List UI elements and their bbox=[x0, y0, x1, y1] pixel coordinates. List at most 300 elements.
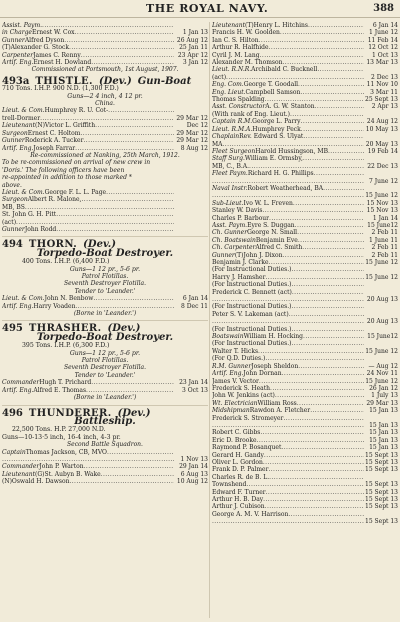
seniority-date bbox=[364, 415, 398, 422]
leader-dots bbox=[302, 244, 364, 251]
rank-label: Commander bbox=[2, 379, 40, 387]
officer-row bbox=[2, 52, 208, 59]
seniority-date: 15 June12 bbox=[367, 221, 398, 229]
leader-dots bbox=[212, 192, 364, 199]
officer-row bbox=[2, 303, 208, 310]
leader-dots bbox=[270, 385, 364, 392]
officer-name: John W. Jenkins (act) bbox=[212, 392, 275, 400]
leader-dots bbox=[275, 392, 364, 399]
leader-dots bbox=[226, 74, 364, 81]
leader-dots bbox=[291, 303, 364, 310]
officer-name: (For Instructional Duties.) bbox=[212, 303, 292, 311]
officer-name: Alfred Dyson bbox=[24, 36, 65, 44]
rank-label: Chaplain bbox=[212, 133, 240, 141]
officer-row bbox=[212, 96, 398, 103]
officer-row bbox=[2, 478, 208, 485]
seniority-date: 11 Nov 10 bbox=[366, 81, 398, 89]
officer-name: Gerard H. Gandy bbox=[212, 451, 264, 459]
leader-dots bbox=[108, 107, 174, 114]
commission-note: Commissioned at Portsmouth, 1st August, 1907. bbox=[31, 66, 179, 74]
officer-name: Townshend bbox=[212, 481, 247, 489]
officer-row bbox=[2, 145, 208, 152]
leader-dots bbox=[269, 259, 364, 266]
officer-list bbox=[2, 379, 208, 394]
officer-row bbox=[212, 459, 398, 466]
note: re-appointed in addition to those marked * bbox=[2, 174, 132, 182]
officer-row bbox=[212, 400, 398, 407]
column-divider bbox=[209, 22, 210, 618]
officer-row bbox=[212, 274, 398, 281]
officer-row bbox=[2, 115, 208, 122]
seniority-date: 1 June 12 bbox=[369, 29, 398, 37]
leader-dots bbox=[95, 122, 174, 129]
officer-name: (For Q.D. Duties.) bbox=[212, 355, 266, 363]
leader-dots bbox=[283, 415, 364, 422]
seniority-date: 26 Jan 12 bbox=[369, 384, 398, 392]
officer-name: Benjamin J. Clarke bbox=[212, 259, 269, 266]
leader-dots bbox=[258, 348, 364, 355]
officer-row bbox=[212, 126, 398, 133]
leader-dots bbox=[303, 155, 364, 162]
leader-dots bbox=[2, 456, 174, 463]
officer-name: Frederick S. Heath bbox=[212, 384, 271, 392]
leader-dots bbox=[75, 145, 174, 152]
ship-specs: 710 Tons. I.H.P. 900 N.D. (1,300 F.D.) bbox=[2, 85, 119, 93]
officer-row bbox=[212, 370, 398, 377]
officer-row bbox=[212, 281, 398, 288]
leader-dots bbox=[288, 511, 364, 518]
seniority-date bbox=[174, 219, 208, 226]
leader-dots bbox=[308, 22, 364, 29]
officer-row bbox=[212, 237, 398, 244]
rank-label: Wt. Electrician bbox=[212, 399, 258, 407]
rank-label: Lieutenant bbox=[2, 122, 35, 130]
officer-name: (T)John J. Dixon bbox=[234, 251, 283, 259]
seniority-date: 13 Mar 13 bbox=[366, 59, 398, 67]
ship-guns: Guns—1 12 pr., 5-6 pr. bbox=[69, 265, 141, 273]
officer-row bbox=[212, 444, 398, 451]
ship-number: 495 bbox=[2, 323, 23, 335]
ship-tender: Tender to 'Leander.' bbox=[74, 287, 136, 295]
officer-name: Cyril J. M. Lang bbox=[212, 51, 260, 59]
officer-name: John P. Warton bbox=[39, 463, 84, 471]
seniority-date: 15 June 12 bbox=[365, 192, 398, 200]
officer-row bbox=[212, 296, 398, 303]
officer-row bbox=[212, 37, 398, 44]
ship-entry-thrasher bbox=[2, 325, 208, 401]
seniority-date: 26 Aug 12 bbox=[176, 36, 208, 44]
officer-row bbox=[212, 207, 398, 214]
officer-name: (act) bbox=[2, 218, 17, 226]
officer-name: Humphrey R. U. Cot- bbox=[44, 107, 109, 115]
seniority-date: 1 June 11 bbox=[369, 236, 398, 244]
officer-row bbox=[212, 326, 398, 333]
leader-dots bbox=[56, 226, 174, 233]
seniority-date: 6 Aug 13 bbox=[180, 470, 208, 478]
leader-dots bbox=[268, 466, 364, 473]
leader-dots bbox=[295, 222, 364, 229]
divider bbox=[2, 236, 208, 237]
rank-label: Boatswain bbox=[212, 333, 244, 341]
officer-row bbox=[212, 192, 398, 199]
officer-name: Oliver L. Gordon bbox=[212, 458, 263, 466]
rank-label: Assist. Paym. bbox=[2, 22, 43, 29]
officer-name: Robert Weatherhead, BA bbox=[247, 184, 324, 192]
seniority-date: 1 Jan 13 bbox=[182, 29, 208, 37]
rank-label: Captain bbox=[2, 448, 26, 456]
officer-name: (For Instructional Duties.) bbox=[212, 325, 292, 333]
officer-name: George T. Goodall bbox=[243, 81, 299, 89]
seniority-date: 1 Nov 13 bbox=[180, 455, 208, 463]
officer-row bbox=[212, 44, 398, 51]
rank-label: Lieutenant bbox=[2, 470, 35, 478]
officer-list bbox=[2, 107, 208, 151]
officer-row bbox=[212, 392, 398, 399]
seniority-date bbox=[364, 289, 398, 296]
seniority-date bbox=[364, 326, 398, 333]
officer-row bbox=[2, 456, 208, 463]
officer-row bbox=[212, 355, 398, 362]
officer-row bbox=[2, 122, 208, 129]
seniority-date bbox=[174, 211, 208, 218]
ship-division: (Dev.) bbox=[117, 407, 151, 419]
ship-type: Torpedo-Boat Destroyer. bbox=[36, 247, 174, 259]
officer-name: (For Instructional Duties.) bbox=[212, 266, 292, 274]
officer-name: Ian C. S. Hilton bbox=[212, 36, 259, 44]
officer-row bbox=[212, 103, 398, 110]
leader-dots bbox=[323, 185, 364, 192]
officer-row bbox=[212, 81, 398, 88]
seniority-date: 20 May 13 bbox=[365, 140, 398, 148]
seniority-date: 22 Dec 13 bbox=[367, 162, 398, 170]
seniority-date: 15 Jan 13 bbox=[369, 421, 398, 429]
seniority-date: 15 Jan 13 bbox=[369, 436, 398, 444]
seniority-date: 15 Sept 13 bbox=[365, 518, 398, 526]
officer-name: Rev. Edward S. Ulyat bbox=[239, 133, 304, 141]
leader-dots bbox=[293, 200, 364, 207]
ship-division: (Dev.) bbox=[98, 75, 132, 87]
leader-dots bbox=[212, 296, 364, 303]
officer-row bbox=[212, 289, 398, 296]
officer-row bbox=[2, 295, 208, 302]
officer-row bbox=[2, 449, 208, 456]
officer-row bbox=[212, 229, 398, 236]
officer-row bbox=[212, 415, 398, 422]
ship-name: THISTLE. bbox=[35, 75, 93, 87]
note: (Borne in 'Leander.') bbox=[73, 394, 137, 402]
rank-label: Gunner bbox=[212, 251, 235, 259]
officer-name: Ivo W. L. Freven bbox=[243, 199, 293, 207]
seniority-date bbox=[364, 133, 398, 140]
seniority-date: 25 Sept 13 bbox=[365, 96, 398, 104]
leader-dots bbox=[84, 463, 174, 470]
officer-row bbox=[2, 204, 208, 211]
note: To be re-commissioned on arrival of new crew in bbox=[2, 159, 151, 167]
officer-name: George N. Small bbox=[247, 229, 298, 237]
rank-label: Sub-Lieut. bbox=[212, 199, 244, 207]
officer-row bbox=[2, 196, 208, 203]
leader-dots bbox=[291, 281, 364, 288]
rank-label: Lieut. R.N.R. bbox=[212, 66, 252, 74]
ship-type: Battleship. bbox=[74, 415, 136, 427]
leader-dots bbox=[297, 229, 364, 236]
officer-name: Benjamin Eve bbox=[255, 236, 298, 244]
officer-row bbox=[212, 74, 398, 81]
officer-row bbox=[212, 111, 398, 118]
leader-dots bbox=[264, 452, 364, 459]
officer-name: George L. Parry bbox=[252, 118, 301, 126]
seniority-date: 15 Jan 13 bbox=[369, 407, 398, 415]
rank-label: Artif. Eng. bbox=[2, 302, 34, 310]
officer-row bbox=[2, 44, 208, 51]
seniority-date: 10 Aug 12 bbox=[176, 478, 208, 486]
officer-name: Stanley W. Davis bbox=[212, 207, 263, 215]
ship-tender: Tender to 'Leander.' bbox=[74, 371, 136, 379]
officer-row bbox=[2, 463, 208, 470]
leader-dots bbox=[56, 211, 174, 218]
leader-dots bbox=[301, 126, 364, 133]
leader-dots bbox=[282, 59, 364, 66]
seniority-date: 20 Aug 13 bbox=[366, 296, 398, 304]
seniority-date bbox=[364, 170, 398, 177]
officer-name: Thomas Spalding bbox=[212, 96, 265, 104]
seniority-date: 7 June 12 bbox=[369, 177, 398, 185]
seniority-date: 6 Jan 14 bbox=[182, 295, 208, 303]
officer-row bbox=[2, 137, 208, 144]
officer-list bbox=[2, 295, 208, 310]
seniority-date: 15 Sept 13 bbox=[365, 458, 398, 466]
leader-dots bbox=[292, 289, 364, 296]
ship-station: Seventh Destroyer Flotilla. bbox=[63, 364, 147, 372]
seniority-date: 3 Oct 13 bbox=[182, 386, 208, 394]
officer-row bbox=[212, 303, 398, 310]
leader-dots bbox=[265, 274, 364, 281]
seniority-date: 24 Aug 12 bbox=[366, 118, 398, 126]
officer-row bbox=[212, 200, 398, 207]
divider bbox=[2, 405, 208, 406]
officer-name: Ernest W. Cox bbox=[31, 29, 75, 37]
seniority-date: 12 Oct 12 bbox=[368, 44, 398, 52]
seniority-date bbox=[174, 226, 208, 233]
rank-label: Asst. Paym. bbox=[212, 221, 248, 229]
officer-name: (act) bbox=[212, 73, 227, 81]
officer-row bbox=[2, 219, 208, 226]
leader-dots bbox=[301, 118, 364, 125]
seniority-date: — Aug 12 bbox=[368, 362, 398, 370]
ship-number: 496 bbox=[2, 407, 23, 419]
leader-dots bbox=[25, 204, 174, 211]
ship-number: 494 bbox=[2, 239, 23, 251]
leader-dots bbox=[298, 363, 364, 370]
seniority-date bbox=[364, 303, 398, 310]
officer-name: (For Instructional Duties.) bbox=[212, 281, 292, 289]
rank-label: Staff Surg. bbox=[212, 155, 245, 163]
officer-row bbox=[212, 155, 398, 162]
officer-name: Edward F. Turner bbox=[212, 488, 266, 496]
seniority-date: 24 Nov 11 bbox=[366, 370, 398, 378]
seniority-date: 15 Sept 13 bbox=[365, 466, 398, 474]
left-column bbox=[2, 22, 208, 620]
rank-label: Naval Instr. bbox=[212, 184, 248, 192]
officer-name: John N. Benbow bbox=[44, 295, 94, 303]
leader-dots bbox=[298, 81, 364, 88]
officer-name: Charles P. Barbour bbox=[212, 214, 270, 222]
leader-dots bbox=[101, 471, 174, 478]
leader-dots bbox=[298, 237, 364, 244]
seniority-date: 15 June 12 bbox=[365, 377, 398, 385]
seniority-date: 29 Mar 13 bbox=[366, 399, 398, 407]
leader-dots bbox=[281, 444, 364, 451]
rank-label: Eng. Com. bbox=[212, 81, 244, 89]
leader-dots bbox=[16, 219, 174, 226]
officer-name: George F. L. L. Page bbox=[44, 188, 107, 196]
ship-division: (Dev.) bbox=[83, 239, 116, 251]
officer-name: William Ross bbox=[257, 399, 297, 407]
officer-name: Arthur J. Cubison bbox=[212, 503, 265, 511]
officer-row bbox=[212, 363, 398, 370]
officer-row bbox=[2, 37, 208, 44]
seniority-date: 2 Feb 11 bbox=[371, 251, 398, 259]
officer-row bbox=[212, 215, 398, 222]
seniority-date bbox=[174, 22, 208, 29]
leader-dots bbox=[269, 44, 364, 51]
officer-row bbox=[212, 170, 398, 177]
officer-row bbox=[212, 429, 398, 436]
officer-list bbox=[2, 449, 208, 486]
officer-row bbox=[212, 22, 398, 29]
leader-dots bbox=[269, 474, 364, 481]
rank-label: Captain R.M. bbox=[212, 118, 253, 126]
officer-row bbox=[212, 474, 398, 481]
officer-name: George A. M. V. Harrison bbox=[212, 510, 289, 518]
rank-label: Lieut. & Com. bbox=[2, 188, 45, 196]
ship-division: (Dev.) bbox=[107, 323, 141, 335]
leader-dots bbox=[81, 52, 174, 59]
page-header bbox=[0, 0, 400, 18]
officer-name: Eyre S. Duggan bbox=[247, 221, 295, 229]
officer-name: William E. Ormsby, bbox=[244, 155, 303, 163]
leader-dots bbox=[69, 478, 174, 485]
leader-dots bbox=[290, 111, 364, 118]
right-column bbox=[212, 22, 398, 620]
officer-name: Harold Hussingson, MB bbox=[255, 147, 328, 155]
rank-label: Carpenter bbox=[2, 51, 34, 59]
seniority-date: 3 Mar 11 bbox=[370, 88, 398, 96]
officer-row bbox=[212, 518, 398, 525]
leader-dots bbox=[280, 29, 364, 36]
leader-dots bbox=[317, 66, 364, 73]
ship-station: Second Battle Squadron. bbox=[67, 441, 143, 449]
ship-specs: 395 Tons. I.H.P. (6,300 F.D.) bbox=[22, 342, 110, 350]
officer-name: Eric D. Brooke bbox=[212, 436, 257, 444]
seniority-date: 3 Jan 12 bbox=[182, 59, 208, 67]
seniority-date: 15 Sept 13 bbox=[365, 496, 398, 503]
officer-name: Humphrey Peck bbox=[252, 125, 301, 133]
ship-name: THORN. bbox=[28, 239, 78, 251]
leader-dots bbox=[260, 429, 364, 436]
officer-row bbox=[212, 311, 398, 318]
leader-dots bbox=[40, 115, 174, 122]
seniority-date: 1 July 13 bbox=[371, 392, 398, 400]
seniority-date: 10 May 13 bbox=[365, 125, 398, 133]
ship-name: THUNDERER. bbox=[28, 407, 112, 419]
officer-row bbox=[212, 185, 398, 192]
leader-dots bbox=[262, 207, 364, 214]
rank-label: Gunner bbox=[2, 36, 25, 44]
officer-row bbox=[212, 481, 398, 488]
ship-guns: Guns—2 4 inch, 4 12 pr. bbox=[67, 92, 143, 100]
seniority-date bbox=[364, 340, 398, 347]
officer-name: Walter T. Hicks bbox=[212, 347, 259, 355]
leader-dots bbox=[328, 148, 364, 155]
seniority-date: 2 Feb 11 bbox=[371, 244, 398, 252]
officer-name: MB, BS bbox=[2, 203, 25, 211]
leader-dots bbox=[91, 59, 174, 66]
officer-name: Charles R. de B. L. bbox=[212, 473, 270, 481]
officer-name: MA bbox=[212, 140, 223, 148]
rank-label: Asst. Constructor bbox=[212, 103, 266, 111]
officer-name: William H. Hocking bbox=[243, 333, 304, 341]
seniority-date: 15 Sept 13 bbox=[365, 503, 398, 511]
leader-dots bbox=[222, 141, 364, 148]
leader-dots bbox=[106, 189, 174, 196]
officer-name: Rawdon A. Fletcher bbox=[249, 407, 311, 415]
officer-name: Robert C. Gibbs bbox=[212, 429, 261, 437]
officer-row bbox=[212, 489, 398, 496]
officer-row bbox=[212, 89, 398, 96]
officer-row bbox=[212, 141, 398, 148]
officer-name: Archibald C. Bucknell bbox=[251, 66, 318, 74]
seniority-date bbox=[174, 189, 208, 196]
officer-name: James V. Vector bbox=[212, 377, 259, 385]
officer-name: Joseph Farrar bbox=[33, 144, 76, 152]
leader-dots bbox=[283, 252, 365, 259]
seniority-date bbox=[174, 449, 208, 456]
rank-label: in Charge bbox=[2, 29, 32, 37]
seniority-date bbox=[174, 196, 208, 203]
leader-dots bbox=[75, 29, 174, 36]
seniority-date: 15 June12 bbox=[367, 333, 398, 341]
seniority-date: 8 Dec 11 bbox=[181, 302, 208, 310]
leader-dots bbox=[291, 340, 364, 347]
officer-row bbox=[2, 471, 208, 478]
leader-dots bbox=[212, 518, 364, 525]
officer-name: Campbell Samson bbox=[245, 88, 301, 96]
officer-name: St. John G. H. Pitt bbox=[2, 211, 57, 219]
officer-row bbox=[212, 333, 398, 340]
rank-label: Lieut. & Com. bbox=[2, 295, 45, 303]
officer-row bbox=[212, 348, 398, 355]
officer-name: (T)Henry L. Hitchins bbox=[245, 22, 308, 29]
seniority-date bbox=[364, 355, 398, 362]
seniority-date: 15 June 12 bbox=[365, 273, 398, 281]
leader-dots bbox=[291, 326, 364, 333]
officer-name: Harry Voaden bbox=[33, 302, 76, 310]
note: (Borne in 'Leander.') bbox=[73, 310, 137, 318]
officer-row bbox=[212, 385, 398, 392]
officer-row bbox=[212, 318, 398, 325]
leader-dots bbox=[263, 459, 364, 466]
seniority-date: 29 Mar 12 bbox=[176, 137, 208, 145]
officer-row bbox=[212, 496, 398, 503]
ship-type: Torpedo-Boat Destroyer. bbox=[36, 331, 174, 343]
officer-name: (N)Victor L. Griffith bbox=[35, 122, 96, 130]
officer-name: Joseph Sheldon bbox=[251, 362, 299, 370]
officer-name: Frederick C. Bennett (act) bbox=[212, 288, 292, 296]
seniority-date bbox=[364, 111, 398, 118]
seniority-date bbox=[364, 311, 398, 318]
leader-dots bbox=[282, 370, 364, 377]
